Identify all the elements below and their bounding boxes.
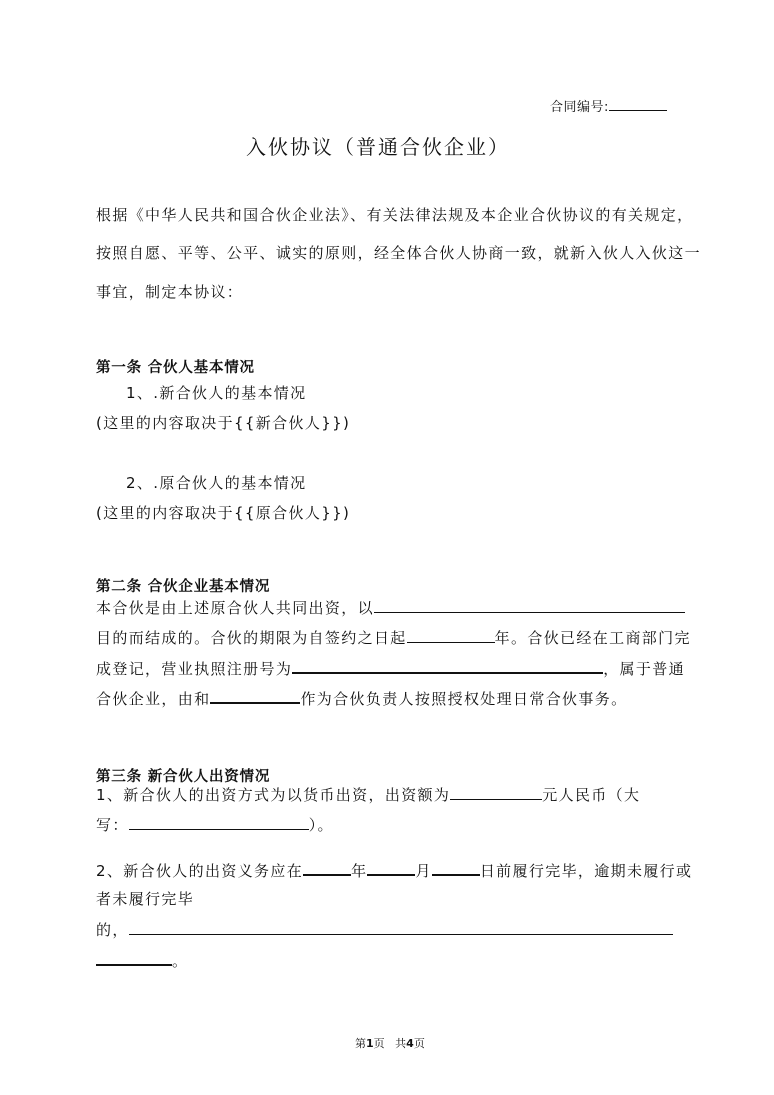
page-footer: 第1页 共4页 xyxy=(355,1037,425,1050)
document-title: 入伙协议（普通合伙企业） xyxy=(246,135,510,159)
article-3-p2-line-4: 。 xyxy=(96,952,188,969)
article-3-p2-line-3: 的， xyxy=(96,922,673,938)
intro-line-3: 事宜，制定本协议： xyxy=(96,283,244,301)
deadline-month-blank[interactable] xyxy=(367,862,415,876)
article-2-line-3: 成登记，营业执照注册号为 ，属于普通 xyxy=(96,660,685,678)
article-3-p1-line-2: 写： ）。 xyxy=(96,816,334,834)
article-2-line-4: 合伙企业，由和 作为合伙负责人按照授权处理日常合伙事务。 xyxy=(96,690,628,708)
intro-line-1: 根据《中华人民共和国合伙企业法》、有关法律法规及本企业合伙协议的有关规定， xyxy=(96,206,694,224)
article-1-item-2: 2、.原合伙人的基本情况 xyxy=(126,474,307,492)
contract-number-line xyxy=(550,96,667,115)
term-years-blank[interactable] xyxy=(407,630,495,643)
article-1-heading: 第一条 合伙人基本情况 xyxy=(96,360,255,376)
article-3-p2-line-2: 者未履行完毕 xyxy=(96,890,195,908)
article-3-heading: 第三条 新合伙人出资情况 xyxy=(96,769,271,785)
breach-consequence-blank-continued[interactable] xyxy=(96,952,172,966)
contract-number-blank[interactable] xyxy=(609,98,667,111)
breach-consequence-blank[interactable] xyxy=(129,922,673,935)
article-1-note-2: (这里的内容取决于{{原合伙人}}) xyxy=(96,504,351,522)
current-page-number: 1 xyxy=(366,1037,374,1050)
deadline-year-blank[interactable] xyxy=(303,862,351,876)
article-2-heading: 第二条 合伙企业基本情况 xyxy=(96,579,271,595)
total-pages-number: 4 xyxy=(406,1037,414,1050)
managing-partner-blank[interactable] xyxy=(210,690,300,704)
license-number-blank[interactable] xyxy=(292,660,603,674)
contract-number-label: 合同编号: xyxy=(550,100,609,115)
purpose-blank[interactable] xyxy=(374,600,685,613)
amount-in-words-blank[interactable] xyxy=(129,817,309,830)
article-2-line-1: 本合伙是由上述原合伙人共同出资，以 xyxy=(96,600,685,616)
article-3-p1-line-1: 1、新合伙人的出资方式为以货币出资，出资额为 元人民币（大 xyxy=(96,786,641,804)
article-3-p2-line-1: 2、新合伙人的出资义务应在 年 月 日前履行完毕，逾期未履行或 xyxy=(96,862,693,880)
article-1-item-1: 1、.新合伙人的基本情况 xyxy=(126,384,307,402)
contribution-amount-blank[interactable] xyxy=(450,787,542,800)
article-1-note-1: (这里的内容取决于{{新合伙人}}) xyxy=(96,414,351,432)
article-2-line-2: 目的而结成的。合伙的期限为自签约之日起 年。合伙已经在工商部门完 xyxy=(96,629,691,647)
deadline-day-blank[interactable] xyxy=(432,862,480,876)
intro-line-2: 按照自愿、平等、公平、诚实的原则，经全体合伙人协商一致，就新入伙人入伙这一 xyxy=(96,244,701,262)
